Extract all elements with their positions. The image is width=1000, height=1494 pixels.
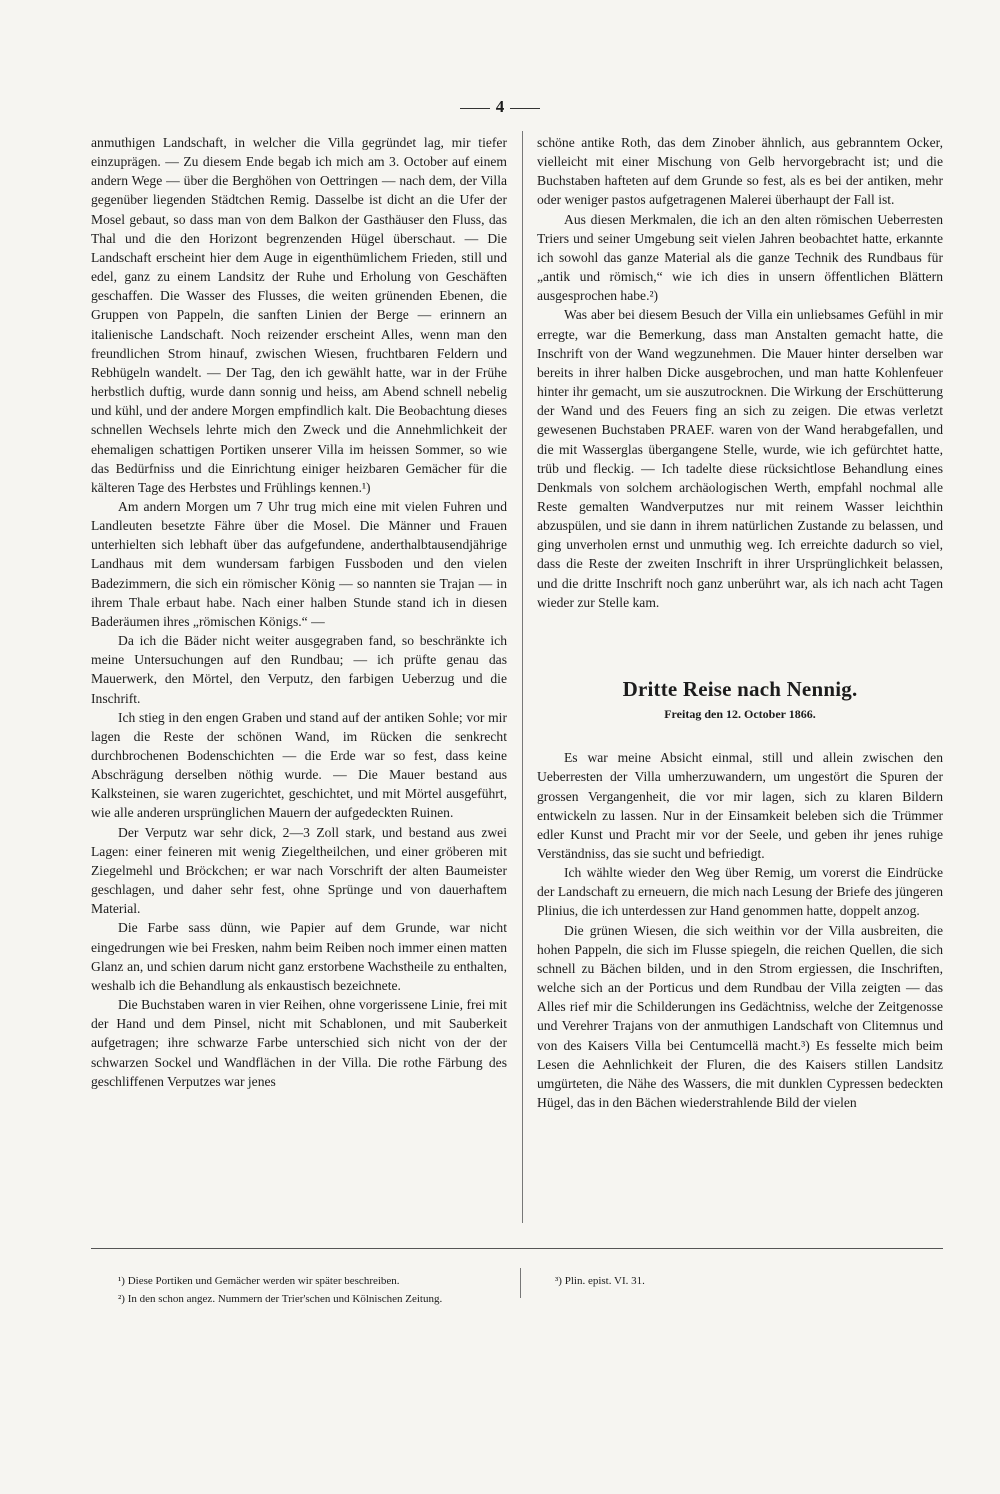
footnotes-left [118, 1272, 508, 1308]
footnotes-right [555, 1272, 935, 1290]
right-column [537, 133, 943, 1112]
footnote: ³) Plin. epist. VI. 31. [555, 1275, 645, 1287]
footnote-rule [91, 1248, 943, 1249]
page-number-value: 4 [495, 97, 505, 116]
paragraph: Es war meine Absicht einmal, still und allein zwischen den Ueberresten der Villa umherzuwandern, um ungestört die Spuren der grossen Vergangenheit, die vor mir lagen, sich zu klaren Bildern entwickeln zu lassen. Nur in der Einsamkeit beleben sich die Trümmer edler Kunst und Pracht mir vor der Seele, und geben ihr jenes ruhige Verständniss, das sie sucht und befriedigt. [537, 750, 943, 861]
paragraph: Was aber bei diesem Besuch der Villa ein unliebsames Gefühl in mir erregte, war die Bemerkung, dass man Anstalten gemacht hatte, die Inschrift von der Wand wegzunehmen. Die Mauer hinter derselben war bereits in ihrer halben Dicke ausgebrochen, und man hatte Kohlenfeuer hinter ihr gemacht, um sie auszutrocknen. Die Wirkung der Erschütterung der Wand und des Feuers fing an sich zu zeigen. Die etwas verletzt gewesenen Buchstaben PRAEF. waren von der Wand herabgefallen, und die mit Wasserglas übergangene Stelle, wurde, wie ich gefürchtet hatte, trüb und fleckig. — Ich tadelte diese rücksichtlose Behandlung eines Denkmals von solchem archäologischen Werth, empfahl nochmal alle Reste gemalten Wandverputzes nur mit reinem Wasser leichthin abzuspülen, und sie dann in ihrem natürlichen Zustande zu belassen, und ging unverholen ernst und unmuthig weg. Ich erreichte dadurch so viel, dass die Reste der zweiten Inschrift in ihrer Ursprünglichkeit belassen, und die dritte Inschrift noch ganz unberührt war, als ich nach acht Tagen wieder zur Stelle kam. [537, 307, 943, 610]
paragraph: Aus diesen Merkmalen, die ich an den alten römischen Ueberresten Triers und seiner Umgebung seit vielen Jahren beobachtet hatte, erkannte ich sowohl das ganze Material als die ganze Technik des Rundbaus für „antik und römisch,“ wie ich dies in unsern öffentlichen Blättern ausgesprochen habe.²) [537, 211, 943, 304]
footnote: ²) In den schon angez. Nummern der Trier'schen und Kölnischen Zeitung. [118, 1293, 443, 1305]
column-divider [522, 131, 523, 1223]
section-date: Freitag den 12. October 1866. [664, 707, 816, 722]
footnote: ¹) Diese Portiken und Gemächer werden wir später beschreiben. [118, 1275, 400, 1287]
paragraph: anmuthigen Landschaft, in welcher die Villa gegründet lag, mir tiefer einzuprägen. — Zu diesem Ende begab ich mich am 3. October auf einem andern Wege — über die Berghöhen von Oettringen — nach dem, der Villa gegenüber liegenden Städtchen Remig. Dasselbe ist dicht an die Ufer der Mosel gebaut, so dass man von dem Balkon der Gasthäuser den Fluss, das Thal und die den Horizont begrenzenden Hügel überschaut. — Die Landschaft erscheint hier dem Auge in eigenthümlichem Frieden, still und edel, ganz zu einem Landsitz der Ruhe und Erholung von Geschäften geschaffen. Die Wasser des Flusses, die weiten grünenden Ebenen, die Gruppen von Pappeln, die sanften Linien der Berge — erinnern an italienische Landschaft. Noch reizender erscheint Alles, wenn man den freundlichen Strom hinauf, zwischen Wiesen, fruchtbaren Feldern und Rebhügeln wandelt. — Der Tag, den ich gewählt hatte, war in der Frühe herbstlich duftig, wurde dann sonnig und heiss, am Abend schnell nebelig und kühl, und der andere Morgen empfindlich kalt. Die Beobachtung dieses schnellen Wechsels lehrte mich den Zweck und die Annehmlichkeit der ehemaligen schattigen Portiken unserer Villa im heissen Sommer, so wie das Bedürfniss und die Einrichtung einiger heizbaren Gemächer für die kälteren Tage des Herbstes und Frühlings kennen.¹) [91, 135, 507, 495]
paragraph: Die grünen Wiesen, die sich weithin vor der Villa ausbreiten, die hohen Pappeln, die sich im Flusse spiegeln, die reichen Quellen, die sich schnell zu Bächen bilden, und in den Strom ergiessen, die Inschriften, welche sich an der Porticus und dem Rundbau der Villa zeigten — das Alles rief mir die Schilderungen ins Gedächtniss, welche der Zeitgenosse und Verehrer Trajans von der anmuthigen Landschaft von Clitemnus und von des Kaisers Villa bei Centumcellä macht.³) Es fesselte mich beim Lesen die Aehnlichkeit der Fluren, die des Kaisers stillen Landsitz umgürteten, die Nähe des Wassers, die mit dunklen Cypressen bedeckten Hügel, das in den Bächen wiederstrahlende Bild der vielen [537, 922, 943, 1111]
paragraph: Der Verputz war sehr dick, 2—3 Zoll stark, und bestand aus zwei Lagen: einer feineren mit wenig Ziegeltheilchen, und einer gröberen mit Ziegelmehl und Bröckchen; er war nach Vorschrift der alten Baumeister geschlagen, und daher sehr fest, ohne Sprünge und von dauerhaftem Material. [91, 824, 507, 917]
page-number-dash-right [510, 108, 540, 109]
paragraph: Ich wählte wieder den Weg über Remig, um vorerst die Eindrücke der Landschaft zu erneuern, die mich nach Lesung der Briefe des jüngeren Plinius, die ich unterdessen zur Hand genommen hatte, doppelt anzog. [537, 865, 943, 919]
paragraph: schöne antike Roth, das dem Zinober ähnlich, aus gebranntem Ocker, vielleicht mit einer Mischung von Gelb hervorgebracht ist; und die Buchstaben hafteten auf dem Grunde so fest, als es bei der antiken, mehr oder weniger pastos aufgetragenen Malerei überhaupt der Fall ist. [537, 135, 943, 208]
page-number [0, 97, 1000, 117]
paragraph: Die Buchstaben waren in vier Reihen, ohne vorgerissene Linie, frei mit der Hand und dem Pinsel, nicht mit Schablonen, und mit Sauberkeit aufgetragen; ihre schwarze Farbe unterschied sich nicht von der der schwarzen Sockel und Wandflächen in der Villa. Die rothe Färbung des geschliffenen Verputzes war jenes [91, 997, 507, 1089]
paragraph: Ich stieg in den engen Graben und stand auf der antiken Sohle; vor mir lagen die Reste der schönen Wand, im Rücken die senkrecht durchbrochenen Bodenschichten — die Erde war so fest, dass keine Abschrägung derselben nöthig wurde. — Die Mauer bestand aus Kalksteinen, sie waren zugerichtet, geschichtet, und mit Mörtel ausgeführt, wie alle anderen ursprünglichen Mauern der aufgedeckten Ruinen. [91, 709, 507, 821]
paragraph: Da ich die Bäder nicht weiter ausgegraben fand, so beschränkte ich meine Untersuchungen auf den Rundbau; — ich prüfte genau das Mauerwerk, den Mörtel, den Verputz, den farbigen Ueberzug und die Inschrift. [91, 633, 507, 706]
paragraph: Die Farbe sass dünn, wie Papier auf dem Grunde, war nicht eingedrungen wie bei Fresken, nahm beim Reiben noch immer einen matten Glanz an, und schien darum nicht ganz erstorbene Wachstheile zu enthalten, weshalb ich die Behandlung als enkaustisch bezeichnete. [91, 920, 507, 993]
paragraph: Am andern Morgen um 7 Uhr trug mich eine mit vielen Fuhren und Landleuten besetzte Fähre über die Mosel. Die Männer und Frauen unterhielten sich lebhaft über das aufgefundene, anderthalbtausendjährige Landhaus mit dem wundersam farbigen Fussboden und den vielen Badezimmern, die sich ein römischer König — so nannten sie Trajan — in ihrem Thale erbaut habe. Nach einer halben Stunde stand ich in diesen Baderäumen ihres „römischen Königs.“ — [91, 498, 507, 629]
section-heading: Dritte Reise nach Nennig. [622, 676, 858, 701]
left-column [91, 133, 507, 1091]
page-number-dash-left [460, 108, 490, 109]
footnote-divider [520, 1268, 521, 1298]
